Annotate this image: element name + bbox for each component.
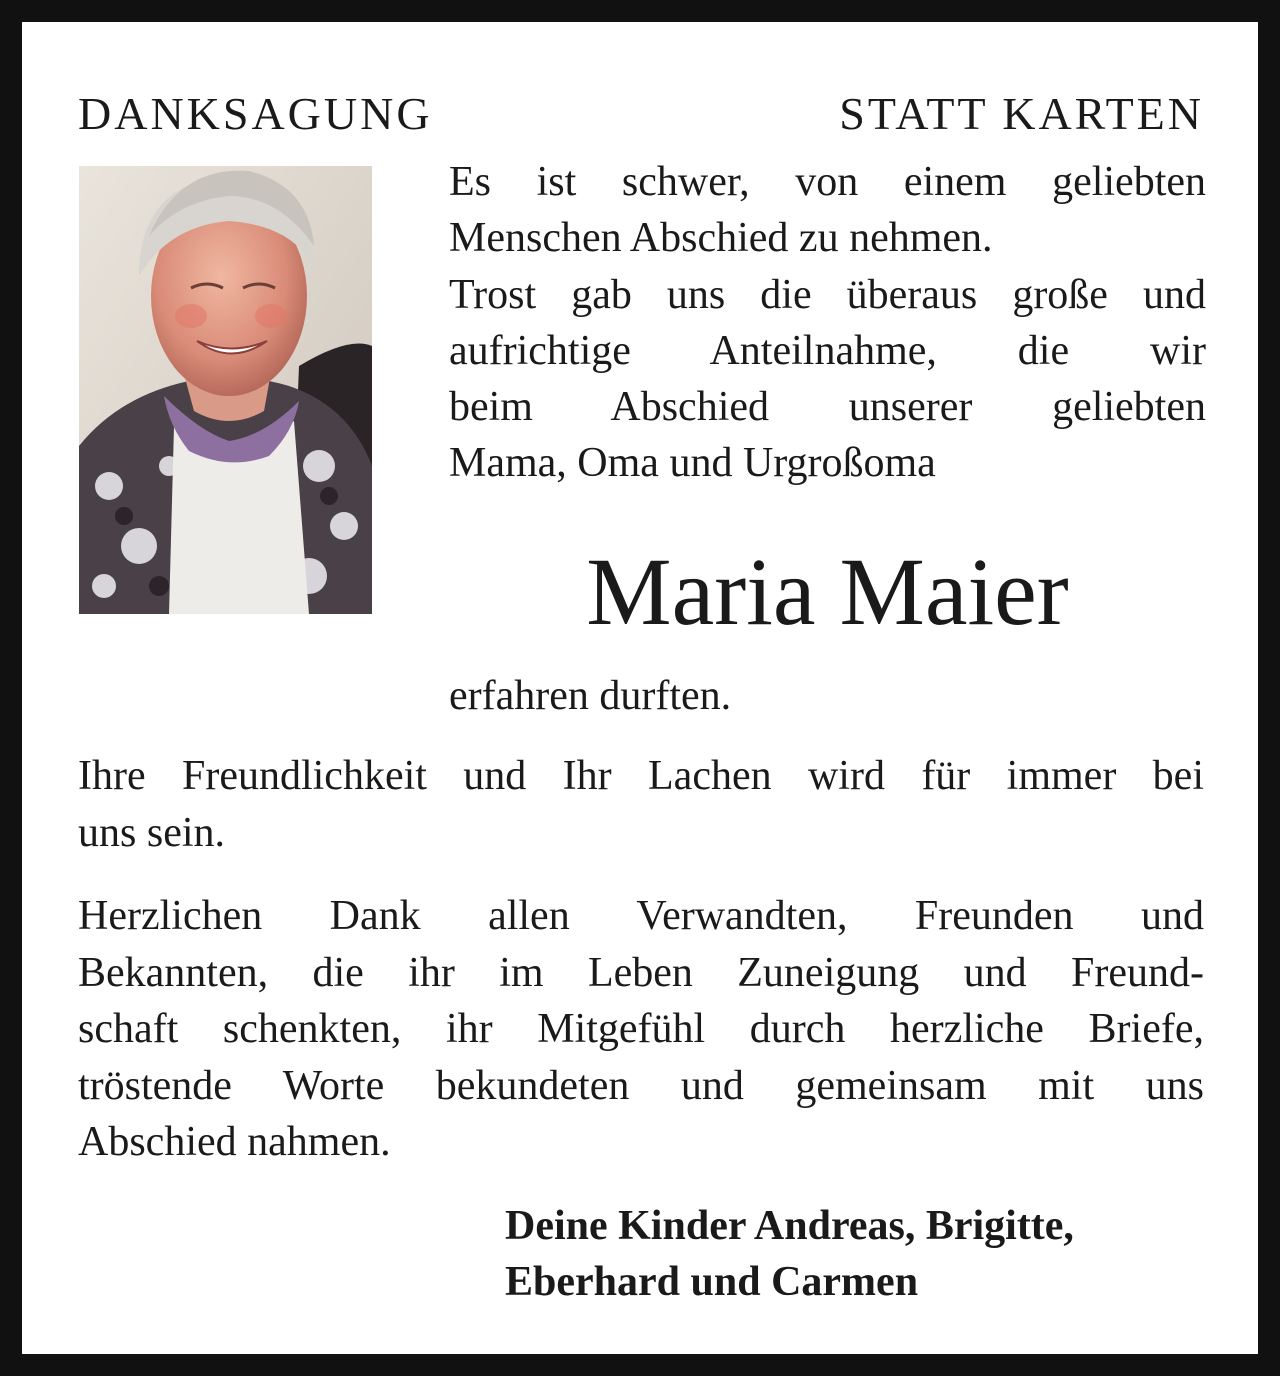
paragraph-line: Abschied nahmen. [78, 1119, 391, 1165]
paragraph-line: Bekannten, die ihr im Leben Zuneigung und Freund- [78, 949, 1204, 996]
header-statt-karten: STATT KARTEN [839, 88, 1204, 139]
deceased-name: Maria Maier [586, 538, 1069, 645]
intro-line: beim Abschied unserer geliebten [449, 384, 1206, 431]
memory-paragraph [78, 748, 1204, 861]
paragraph-line: uns sein. [78, 809, 225, 856]
after-name-text: erfahren durften. [449, 673, 732, 719]
intro-text [449, 154, 1206, 492]
intro-line: Menschen Abschied zu nehmen. [449, 215, 993, 262]
header-danksagung: DANKSAGUNG [78, 88, 433, 139]
thanks-paragraph [78, 888, 1204, 1171]
intro-line: Trost gab uns die überaus große und [449, 271, 1206, 318]
intro-line: aufrichtige Anteilnahme, die wir [449, 327, 1206, 374]
paragraph-line: Ihre Freundlichkeit und Ihr Lachen wird für immer bei [78, 753, 1204, 799]
portrait-photo [79, 166, 372, 614]
signature-line: Eberhard und Carmen [505, 1259, 919, 1305]
signature-line: Deine Kinder Andreas, Brigitte, [505, 1203, 1074, 1249]
paragraph-line: schaft schenkten, ihr Mitgefühl durch herzliche Briefe, [78, 1006, 1204, 1052]
intro-line: Mama, Oma und Urgroßoma [449, 440, 936, 487]
signature [505, 1198, 1074, 1310]
intro-line: Es ist schwer, von einem geliebten [449, 159, 1206, 205]
paragraph-line: Herzlichen Dank allen Verwandten, Freunden und [78, 893, 1204, 939]
paragraph-line: tröstende Worte bekundeten und gemeinsam mit uns [78, 1062, 1204, 1109]
